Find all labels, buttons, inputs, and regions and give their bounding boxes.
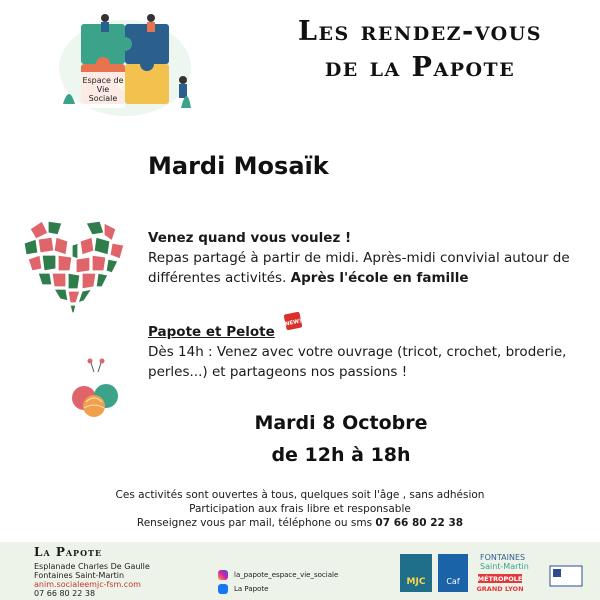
footer-address [34,562,150,598]
puzzle-illustration [55,8,195,120]
partner-logos [400,550,590,594]
page-title-line-2: de la Papote [324,52,516,83]
section-papote-pelote [148,322,578,382]
yarn-balls-icon [70,358,122,418]
facebook-link[interactable] [218,582,338,596]
section-venez-text: Repas partagé à partir de midi. Après-midi convivial autour de différentes activités. [148,250,570,286]
event-heading: Mardi Mosaïk [148,152,329,180]
footer-email-link[interactable]: anim.socialeemjc-fsm.com [34,580,141,589]
instagram-handle: la_papote_espace_vie_sociale [234,571,339,579]
section-venez [148,228,578,288]
section-venez-highlight: Après l'école en famille [290,270,469,286]
caf-logo-label: Caf [446,577,460,586]
section-papote-pelote-text: Dès 14h : Venez avec votre ouvrage (tricot, crochet, broderie, perles...) et partageons nos passions ! [148,344,567,380]
info-line-3 [60,516,540,530]
info-line-3-text: Renseignez vous par mail, téléphone ou sms [136,517,376,529]
section-venez-title: Venez quand vous voulez ! [148,230,352,246]
event-time: de 12h à 18h [271,444,411,466]
info-block [60,488,540,530]
instagram-icon [218,570,228,580]
section-papote-pelote-title: Papote et Pelote [148,324,275,340]
page-title-line-1: Les rendez-vous [297,16,542,47]
mosaic-heart-icon [20,215,128,315]
logo-label: Espace de Vie Sociale [82,76,124,103]
mjc-logo-label: MJC [406,577,426,587]
info-line-2: Participation aux frais libre et responsable [189,503,411,515]
new-badge-label: NEW! [284,318,302,328]
instagram-link[interactable] [218,568,338,582]
metropole-logo-line-1: MÉTROPOLE [477,575,523,583]
fontaines-logo-line-2: Saint-Martin [480,562,529,571]
event-date: Mardi 8 Octobre [254,412,428,434]
facebook-icon [218,584,228,594]
fontaines-logo-line-1: FONTAINES [480,553,526,562]
info-phone: 07 66 80 22 38 [375,517,464,529]
caf-logo [438,554,468,592]
footer-phone: 07 66 80 22 38 [34,589,96,598]
info-line-1: Ces activités sont ouvertes à tous, quelques soit l'âge , sans adhésion [115,489,485,501]
facebook-name: La Papote [234,585,269,593]
footer-address-line-2: Fontaines Saint-Martin [34,571,125,580]
footer-address-line-1: Esplanade Charles De Gaulle [34,562,150,571]
footer-title: La Papote [34,545,103,559]
footer-social [218,568,338,596]
metropole-logo-line-2: GRAND LYON [476,585,524,593]
